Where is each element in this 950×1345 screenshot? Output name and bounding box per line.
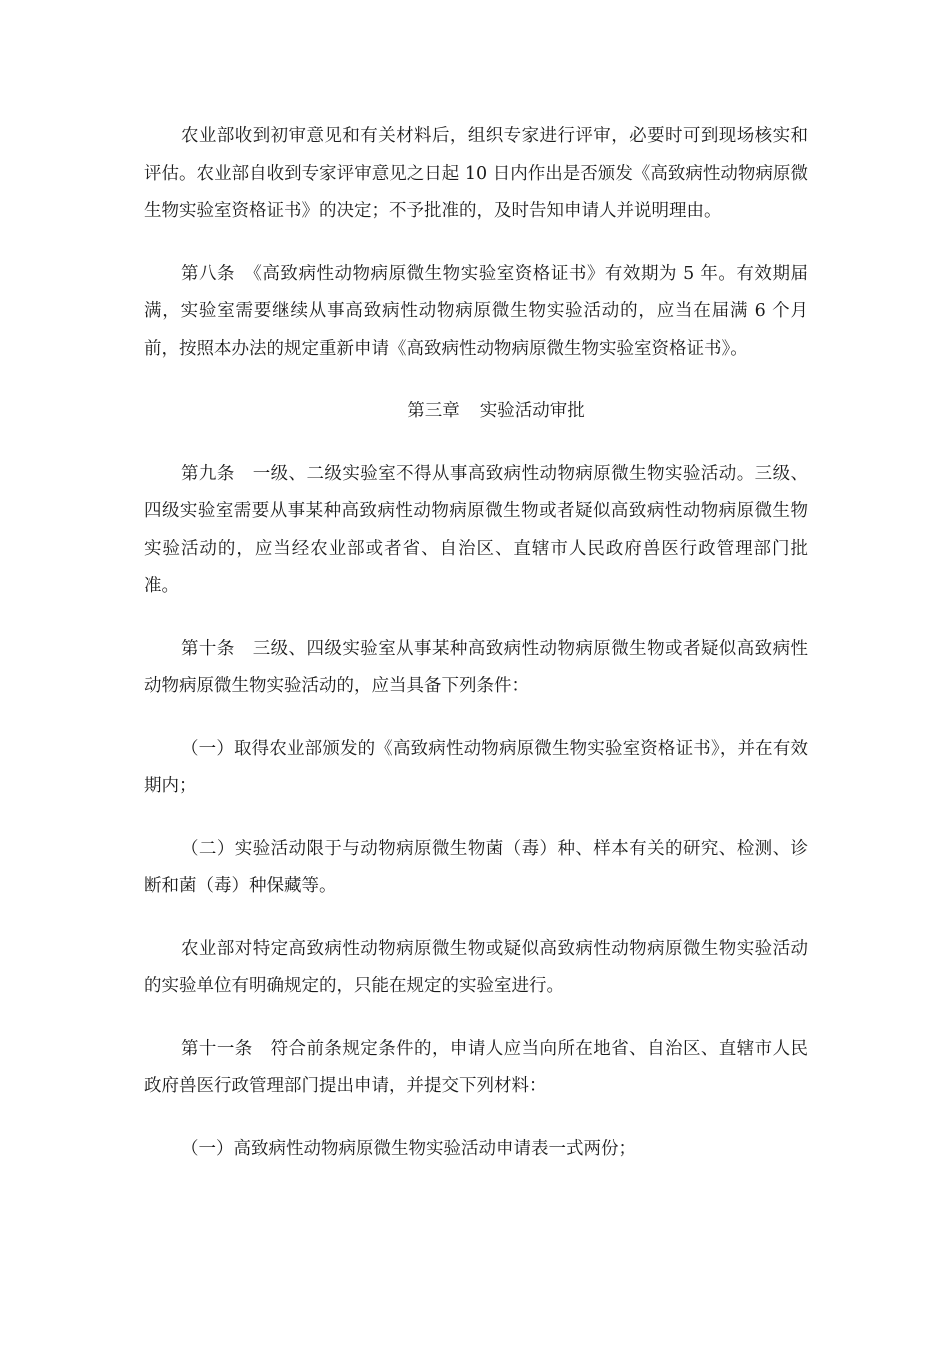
chapter-heading <box>144 393 808 431</box>
paragraph-special-rule: 农业部对特定高致病性动物病原微生物或疑似高致病性动物病原微生物实验活动的实验单位有明确规定的，只能在规定的实验室进行。 <box>144 938 808 996</box>
paragraph-article-11: 第十一条 符合前条规定条件的，申请人应当向所在地省、自治区、直辖市人民政府兽医行政管理部门提出申请，并提交下列材料： <box>144 1038 808 1096</box>
chapter-title: 实验活动审批 <box>479 401 585 421</box>
paragraph-review-decision: 农业部收到初审意见和有关材料后，组织专家进行评审，必要时可到现场核实和评估。农业部自收到专家评审意见之日起 10 日内作出是否颁发《高致病性动物病原微生物实验室资格证书》的决定；不予批准的，及时告知申请人并说明理由。 <box>144 126 808 221</box>
paragraph-article-10-item-2: （二）实验活动限于与动物病原微生物菌（毒）种、样本有关的研究、检测、诊断和菌（毒）种保藏等。 <box>144 838 808 896</box>
paragraph-article-9: 第九条 一级、二级实验室不得从事高致病性动物病原微生物实验活动。三级、四级实验室需要从事某种高致病性动物病原微生物或者疑似高致病性动物病原微生物实验活动的，应当经农业部或者省、自治区、直辖市人民政府兽医行政管理部门批准。 <box>144 463 808 596</box>
paragraph-article-10-item-1: （一）取得农业部颁发的《高致病性动物病原微生物实验室资格证书》，并在有效期内； <box>144 738 808 796</box>
document-page <box>144 118 808 1193</box>
paragraph-article-10: 第十条 三级、四级实验室从事某种高致病性动物病原微生物或者疑似高致病性动物病原微生物实验活动的，应当具备下列条件： <box>144 638 808 696</box>
paragraph-article-11-item-1: （一）高致病性动物病原微生物实验活动申请表一式两份； <box>181 1138 636 1159</box>
chapter-number: 第三章 <box>407 401 460 421</box>
paragraph-article-8: 第八条 《高致病性动物病原微生物实验室资格证书》有效期为 5 年。有效期届满，实验室需要继续从事高致病性动物病原微生物实验活动的，应当在届满 6 个月前，按照本办法的规定重新申请《高致病性动物病原微生物实验室资格证书》。 <box>144 263 808 359</box>
